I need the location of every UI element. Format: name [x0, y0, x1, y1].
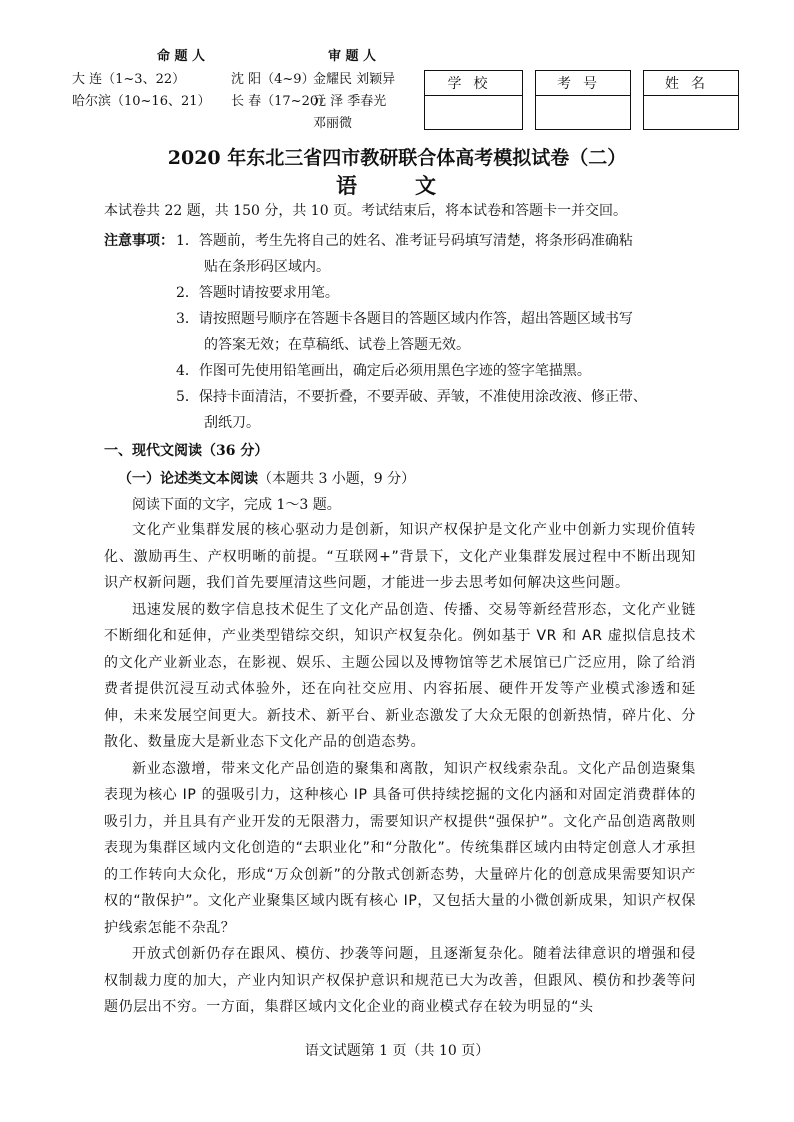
reading-instruction: 阅读下面的文字，完成 1～3 题。 [132, 497, 341, 513]
subsection-title: （一）论述类文本阅读 [118, 471, 258, 487]
proposer-label: 命 题 人 [157, 49, 206, 64]
note-2: 2．答题时请按要求用笔。 [176, 285, 339, 301]
exam-title: 2020 年东北三省四市教研联合体高考模拟试卷（二） [167, 147, 627, 169]
page-footer: 语文试题第 1 页（共 10 页） [304, 1043, 490, 1059]
exam-intro: 本试卷共 22 题，共 150 分，共 10 页。考试结束后，将本试卷和答题卡一并交回。 [104, 203, 628, 219]
proposer-changchun: 长 春（17~20） [231, 94, 332, 109]
reading-passage [104, 517, 696, 1021]
passage-paragraph-4: 开放式创新仍存在跟风、模仿、抄袭等问题，且逐渐复杂化。随着法律意识的增强和侵权制裁力度的加大，产业内知识产权保护意识和规范已大为改善，但跟风、模仿和抄袭等问题仍层出不穷。一方面，集群区域内文化企业的商业模式存在较为明显的“头 [104, 946, 696, 1015]
passage-paragraph-1: 文化产业集群发展的核心驱动力是创新，知识产权保护是文化产业中创新力实现价值转化、激励再生、产权明晰的前提。“互联网+”背景下，文化产业集群发展过程中不断出现知识产权新问题，我们首先要厘清这些问题，才能进一步去思考如何解决这些问题。 [104, 522, 696, 591]
note-4: 4．作图可先使用铅笔画出，确定后必须用黑色字迹的签字笔描黑。 [176, 363, 591, 379]
reviewers-row1: 金耀民 刘颖异 [313, 72, 396, 87]
reviewer-label: 审 题 人 [328, 49, 377, 64]
exam-number-field[interactable] [536, 96, 631, 130]
subject-title: 语文 [336, 173, 494, 198]
note-3-line-1: 3．请按照题号顺序在答题卡各题目的答题区域内作答，超出答题区域书写 [176, 311, 633, 327]
proposer-harbin: 哈尔滨（10~16、21） [72, 94, 211, 109]
exam-number-label: 考号 [536, 71, 631, 96]
note-1-line-2: 贴在条形码区域内。 [204, 259, 330, 275]
section-heading: 一、现代文阅读（36 分） [104, 443, 269, 459]
name-label: 姓名 [644, 71, 739, 96]
note-5-line-1: 5．保持卡面清洁，不要折叠，不要弄破、弄皱，不准使用涂改液、修正带、 [176, 389, 647, 405]
school-field[interactable] [425, 96, 523, 130]
proposer-shenyang: 沈 阳（4~9） [231, 72, 315, 87]
proposer-dalian: 大 连（1~3、22） [72, 72, 186, 87]
reviewers-row2: 元 泽 季春光 [313, 94, 387, 109]
note-3-line-2: 的答案无效；在草稿纸、试卷上答题无效。 [204, 337, 470, 353]
name-field[interactable] [644, 96, 739, 130]
subsection-heading [118, 466, 415, 492]
note-5-line-2: 刮纸刀。 [204, 415, 260, 431]
subsection-detail: （本题共 3 小题，9 分） [258, 471, 416, 487]
school-label: 学校 [425, 71, 523, 96]
passage-paragraph-3: 新业态激增，带来文化产品创造的聚集和离散，知识产权线索杂乱。文化产品创造聚集表现为核心 IP 的强吸引力，这种核心 IP 具备可供持续挖掘的文化内涵和对固定消费群体的吸引力，并且具有产业开发的无限潜力，需要知识产权提供“强保护”。文化产品创造离散则表现为集群区域内文化创造的“去职业化”和“分散化”。传统集群区域内由特定创意人才承担的工作转向大众化，形成“万众创新”的分散式创新态势，大量碎片化的创意成果需要知识产权的“散保护”。文化产业聚集区域内既有核心 IP，又包括大量的小微创新成果，知识产权保护线索怎能不杂乱？ [104, 760, 696, 936]
passage-paragraph-2: 迅速发展的数字信息技术促生了文化产品创造、传播、交易等新经营形态，文化产业链不断细化和延伸，产业类型错综交织，知识产权复杂化。例如基于 VR 和 AR 虚拟信息技术的文化产业新业态，在影视、娱乐、主题公园以及博物馆等艺术展馆已广泛应用，除了给消费者提供沉浸互动式体验外，还在向社交应用、内容拓展、硬件开发等产业模式渗透和延伸，未来发展空间更大。新技术、新平台、新业态激发了大众无限的创新热情，碎片化、分散化、数量庞大是新业态下文化产品的创造态势。 [104, 601, 696, 750]
reviewers-row3: 邓丽微 [313, 116, 353, 131]
student-info-table [424, 70, 739, 130]
notes-label: 注意事项： [104, 233, 174, 249]
note-1-line-1: 1．答题前，考生先将自己的姓名、准考证号码填写清楚，将条形码准确粘 [176, 233, 633, 249]
